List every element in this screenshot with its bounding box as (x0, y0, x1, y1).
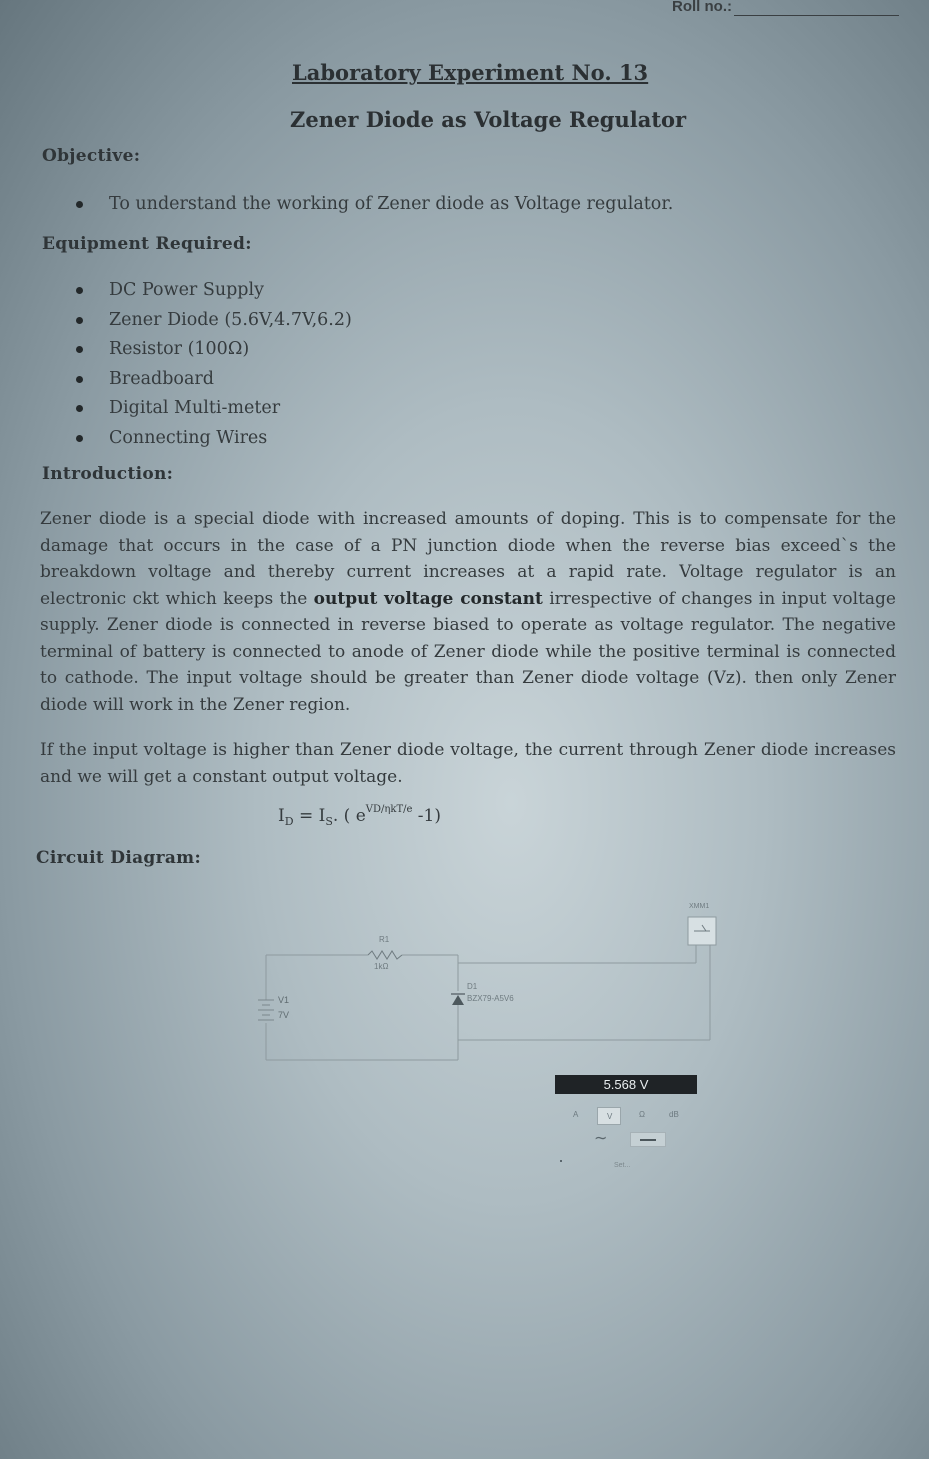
formula-exponential: . ( e (332, 806, 366, 826)
intro-text-part-1: Zener diode is a special diode with increased amounts of doping. This is to compensate for the damage that occurs in the case of a PN junction diode when the reverse bias exceed`s the breakdown voltage and thereby current increases at a rapid rate. Voltage regulator is an electronic ckt which keeps the (40, 509, 896, 609)
introduction-paragraph-2: If the input voltage is higher than Zener diode voltage, the current through Zener diode increases and we will get a constant output voltage. (40, 740, 896, 787)
mode-ampere-button[interactable]: A (573, 1110, 579, 1119)
formula-end: -1) (412, 806, 442, 826)
equipment-item: Resistor (100Ω) (76, 335, 352, 365)
mode-ohm-button[interactable]: Ω (639, 1110, 645, 1119)
equipment-item: DC Power Supply (76, 276, 352, 306)
equipment-item: Digital Multi-meter (76, 394, 352, 424)
dc-mode-icon[interactable] (630, 1132, 666, 1147)
multimeter-name: XMM1 (689, 903, 710, 910)
diode-part-number: BZX79-A5V6 (467, 994, 514, 1003)
diode-current-formula (278, 806, 441, 826)
battery-value: 7V (278, 1010, 290, 1020)
resistor-name: R1 (379, 935, 390, 944)
roll-number-field (672, 0, 899, 16)
decorative-dot (560, 1160, 562, 1162)
equipment-item: Connecting Wires (76, 424, 352, 454)
experiment-title: Laboratory Experiment No. 13 (292, 60, 649, 85)
mode-volt-label: V (607, 1112, 613, 1121)
intro-bold-phrase: output voltage constant (313, 588, 543, 609)
equipment-list (76, 276, 352, 453)
intro-text-part-2: irrespective of changes in input voltage supply. Zener diode is connected in reverse biased to operate as voltage regulator. The negative terminal of battery is connected to anode of Zener diode while the positive terminal is connected to cathode. The input voltage should be greater than Zener diode voltage (Vz). then only Zener diode will work in the Zener region. (40, 588, 896, 715)
objective-heading: Objective: (42, 146, 141, 166)
battery-name: V1 (278, 995, 290, 1005)
equipment-item: Breadboard (76, 365, 352, 395)
resistor-symbol (368, 951, 402, 959)
formula-equals: = I (293, 806, 326, 826)
multimeter-set-button[interactable]: Set... (614, 1162, 631, 1169)
objective-item: To understand the working of Zener diode as Voltage regulator. (76, 190, 673, 220)
roll-number-label: Roll no.: (672, 0, 732, 15)
battery-symbol (258, 1000, 274, 1020)
formula-current-subscript: D (284, 815, 294, 828)
diode-name: D1 (467, 982, 478, 991)
formula-exponent: VD/ηkT/e (365, 804, 413, 815)
ac-mode-icon[interactable]: ∼ (594, 1128, 608, 1147)
circuit-diagram-heading: Circuit Diagram: (36, 848, 202, 868)
formula-current-symbol: I (278, 806, 285, 826)
introduction-paragraph-1 (40, 506, 896, 718)
equipment-item: Zener Diode (5.6V,4.7V,6.2) (76, 306, 352, 336)
multimeter-display: 5.568 V (555, 1075, 697, 1094)
roll-number-blank-line (734, 0, 899, 16)
multimeter-mode-buttons (565, 1107, 685, 1127)
mode-db-button[interactable]: dB (669, 1110, 679, 1119)
zener-diode-symbol (452, 995, 464, 1005)
mode-volt-button[interactable] (597, 1107, 621, 1125)
experiment-subtitle: Zener Diode as Voltage Regulator (290, 107, 687, 132)
introduction-heading: Introduction: (42, 464, 174, 484)
formula-saturation-subscript: S (325, 815, 333, 828)
equipment-heading: Equipment Required: (42, 234, 252, 254)
objective-list (76, 190, 673, 220)
resistor-value: 1kΩ (374, 962, 389, 971)
